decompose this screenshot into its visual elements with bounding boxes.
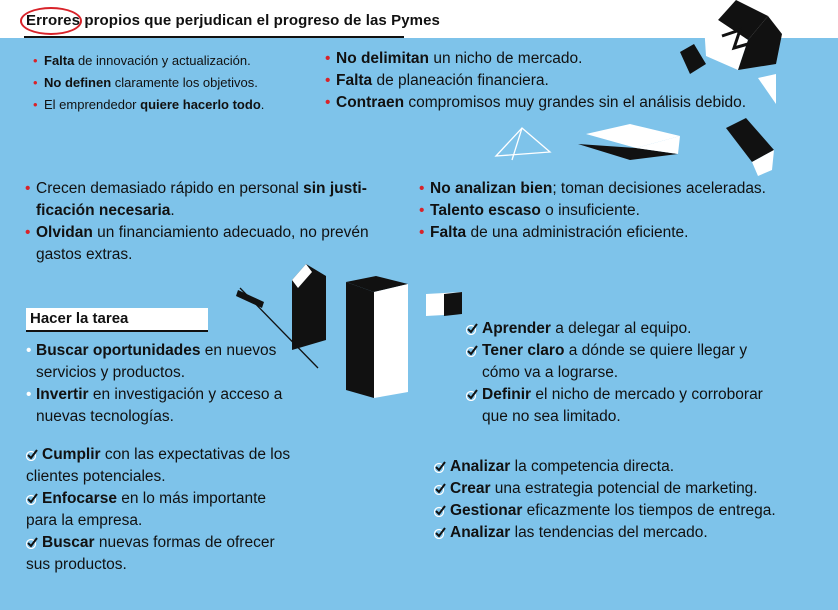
tall-pillar-large (346, 276, 408, 398)
tasks-c-list (466, 318, 763, 428)
section-title: Hacer la tarea (30, 310, 129, 327)
check-icon (434, 527, 446, 539)
list-item: • No definen claramente los objetivos. (44, 72, 264, 94)
list-item: • Falta de innovación y actualización. (44, 50, 264, 72)
flat-plate (578, 124, 680, 160)
section-underline (26, 330, 208, 332)
list-item: Gestionar eficazmente los tiempos de entrega. (434, 500, 776, 522)
title-rest: propios que perjudican el progreso de las Pymes (80, 12, 440, 29)
list-item: Enfocarse en lo más importante (26, 488, 290, 510)
list-item: • Contraen compromisos muy grandes sin el análisis debido. (336, 92, 746, 114)
list-item: Analizar la competencia directa. (434, 456, 776, 478)
list-item: Analizar las tendencias del mercado. (434, 522, 776, 544)
list-item-cont: clientes potenciales. (26, 468, 166, 485)
pen-icon (236, 290, 264, 308)
list-item: • Falta de una administración eficiente. (430, 222, 766, 244)
list-item: • Falta de planeación financiera. (336, 70, 746, 92)
list-item-cont: nuevas tecnologías. (36, 408, 174, 425)
tasks-d-list (434, 456, 776, 544)
list-item: • No analizan bien; toman decisiones aceleradas. (430, 178, 766, 200)
list-item: • El emprendedor quiere hacerlo todo. (44, 94, 264, 116)
tall-pillar-small (292, 264, 326, 350)
list-item: • Buscar oportunidades en nuevos (36, 340, 282, 362)
tasks-a-list (36, 340, 282, 428)
list-item: Cumplir con las expectativas de los (26, 444, 290, 466)
mid-right-list (430, 178, 766, 244)
check-icon (434, 505, 446, 517)
check-icon (26, 493, 38, 505)
list-item-cont: ficación necesaria. (36, 202, 175, 219)
list-item-cont: que no sea limitado. (482, 408, 621, 425)
wire-pyramid (496, 128, 550, 156)
check-icon (26, 449, 38, 461)
list-item: Tener claro a dónde se quiere llegar y (466, 340, 763, 362)
triangle-shape (758, 74, 776, 104)
list-item-cont: sus productos. (26, 556, 127, 573)
tilted-block (726, 118, 774, 176)
list-item: • No delimitan un nicho de mercado. (336, 48, 746, 70)
small-box (426, 292, 462, 316)
list-item: • Olvidan un financiamiento adecuado, no prevén (36, 222, 369, 244)
list-item: • Invertir en investigación y acceso a (36, 384, 282, 406)
list-item-cont: cómo va a lograrse. (482, 364, 619, 381)
list-item: Crear una estrategia potencial de marketing. (434, 478, 776, 500)
errors-right-list (336, 48, 746, 114)
tasks-b-list (26, 444, 290, 576)
errors-left-list (44, 50, 264, 116)
list-item: Buscar nuevas formas de ofrecer (26, 532, 290, 554)
check-icon (26, 537, 38, 549)
list-item: • Talento escaso o insuficiente. (430, 200, 766, 222)
list-item-cont: para la empresa. (26, 512, 143, 529)
list-item: Definir el nicho de mercado y corroborar (466, 384, 763, 406)
check-icon (466, 323, 478, 335)
list-item-cont: gastos extras. (36, 246, 133, 263)
title-highlight: Errores (26, 12, 81, 29)
mid-left-list (36, 178, 369, 266)
check-icon (434, 483, 446, 495)
check-icon (434, 461, 446, 473)
check-icon (466, 345, 478, 357)
list-item-cont: servicios y productos. (36, 364, 186, 381)
list-item: • Crecen demasiado rápido en personal sin justi- (36, 178, 369, 200)
list-item: Aprender a delegar al equipo. (466, 318, 763, 340)
check-icon (466, 389, 478, 401)
